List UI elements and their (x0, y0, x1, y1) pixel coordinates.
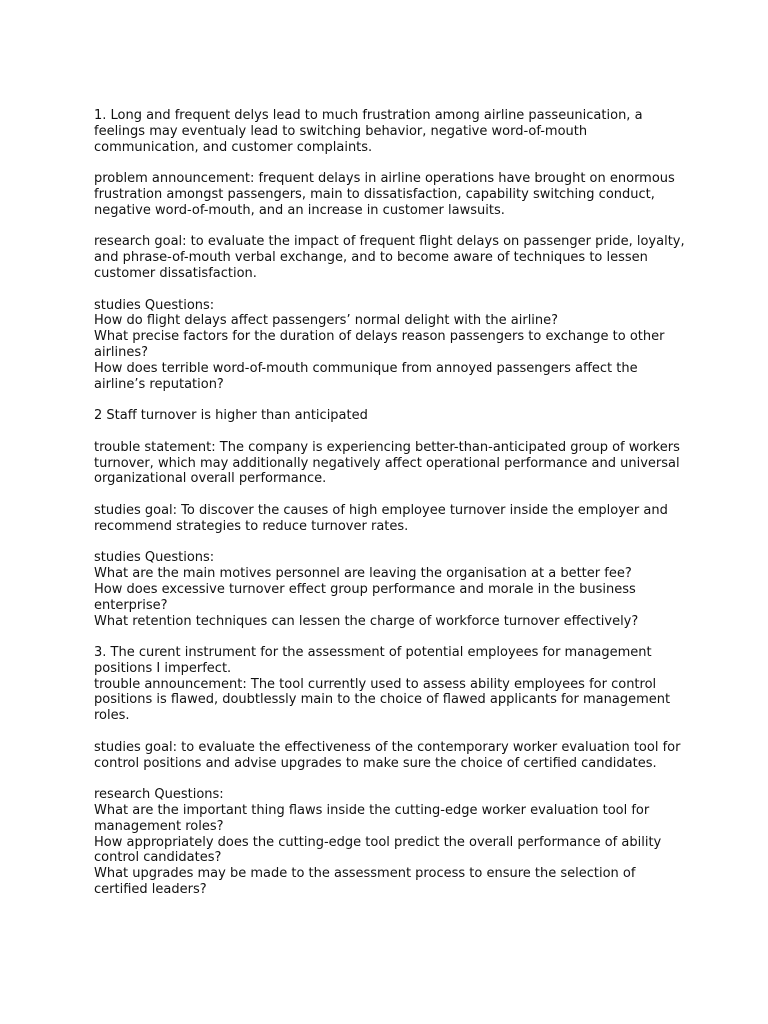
paragraph-airline-goal (94, 234, 688, 281)
question-item: How do flight delays affect passengers’ normal delight with the airline? (94, 313, 559, 329)
paragraph-turnover-title (94, 408, 688, 424)
paragraph-text: trouble announcement: The tool currently used to assess ability employees for control positions is flawed, doubtlessly main to the choice of flawed applicants for management roles. (94, 676, 675, 724)
paragraph-turnover-goal (94, 503, 688, 535)
question-item: What are the important thing flaws inside the cutting-edge worker evaluation tool for management roles? (94, 803, 654, 834)
paragraph-assessment-questions (94, 787, 688, 898)
paragraph-text: studies goal: To discover the causes of high employee turnover inside the employer and recommend strategies to reduce turnover rates. (94, 502, 672, 534)
paragraph-assessment-intro (94, 645, 688, 724)
questions-heading: studies Questions: (94, 297, 215, 313)
paragraph-turnover-problem (94, 440, 688, 487)
paragraph-text: 2 Staff turnover is higher than anticipated (94, 408, 368, 424)
paragraph-text: 3. The curent instrument for the assessment of potential employees for management positions I imperfect. (94, 645, 656, 676)
paragraph-text: 1. Long and frequent delys lead to much frustration among airline passeunication, a feelings may eventualy lead to switching behavior, negative word-of-mouth communication, and customer complaints. (94, 108, 647, 155)
questions-heading: studies Questions: (94, 550, 215, 566)
paragraph-text: studies goal: to evaluate the effectiveness of the contemporary worker evaluation tool for control positions and advise upgrades to make sure the choice of certified candidates. (94, 739, 685, 771)
question-item: How does excessive turnover effect group performance and morale in the business enterprise? (94, 581, 640, 613)
paragraph-text: research goal: to evaluate the impact of frequent flight delays on passenger pride, loyalty, and phrase-of-mouth verbal exchange, and to become aware of techniques to lessen customer dissatisfaction. (94, 234, 689, 281)
question-item: What precise factors for the duration of delays reason passengers to exchange to other airlines? (94, 329, 669, 360)
paragraph-airline-delays-intro (94, 108, 688, 155)
paragraph-text: problem announcement: frequent delays in airline operations have brought on enormous frustration amongst passengers, main to dissatisfaction, capability switching conduct, negative word-of-mouth, and an increase in customer lawsuits. (94, 171, 679, 218)
paragraph-turnover-questions (94, 550, 688, 629)
paragraph-airline-questions (94, 298, 688, 393)
paragraph-text: trouble statement: The company is experiencing better-than-anticipated group of workers turnover, which may additionally negatively affect operational performance and universal organizational overall performance. (94, 439, 685, 487)
question-item: How does terrible word-of-mouth communique from annoyed passengers affect the airline’s reputation? (94, 360, 642, 392)
paragraph-assessment-goal (94, 740, 688, 772)
question-item: What are the main motives personnel are leaving the organisation at a better fee? (94, 566, 632, 582)
question-item: How appropriately does the cutting-edge tool predict the overall performance of ability control candidates? (94, 834, 666, 866)
paragraph-airline-problem (94, 171, 688, 218)
question-item: What retention techniques can lessen the charge of workforce turnover effectively? (94, 613, 639, 629)
questions-heading: research Questions: (94, 787, 224, 803)
question-item: What upgrades may be made to the assessment process to ensure the selection of certified leaders? (94, 866, 640, 898)
